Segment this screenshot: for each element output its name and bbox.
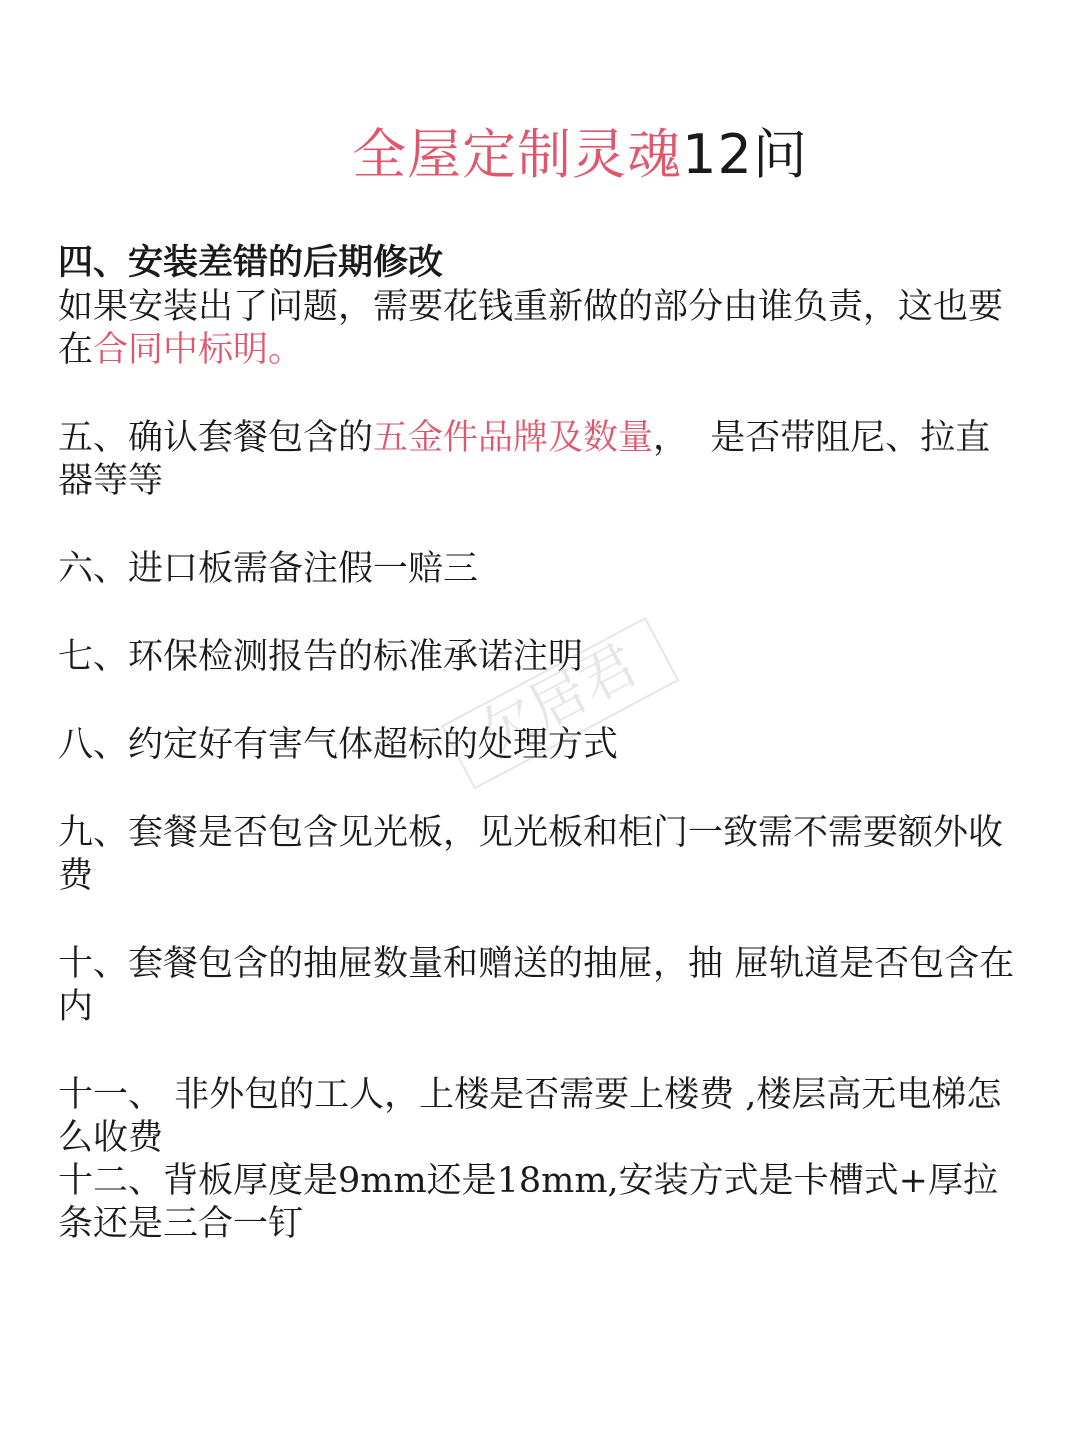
section-6: 六、进口板需备注假一赔三: [58, 549, 479, 589]
watermark-text: 欠居君: [468, 632, 648, 769]
section-12: 十二、背板厚度是9mm还是18mm,安装方式是卡槽式+厚拉条还是三合一钉: [58, 1161, 999, 1244]
article-body: [58, 240, 1018, 1246]
title-count: 12问: [682, 123, 808, 186]
section-5-tail: ， 是否带阻尼、拉直器等等: [58, 418, 991, 501]
section-7: 七、环保检测报告的标准承诺注明: [58, 637, 584, 677]
title-accent: 全屋定制灵魂: [352, 123, 683, 186]
section-4-body: [58, 286, 1018, 372]
section-5-text: 五、确认套餐包含的: [58, 418, 374, 458]
section-4-text: 如果安装出了问题，需要花钱重新做的部分由谁负责，这也要在: [58, 287, 1004, 370]
section-11: 十一、 非外包的工人，上楼是否需要上楼费 ,楼层高无电梯怎么收费: [58, 1075, 1002, 1158]
section-5-highlight: 五金件品牌及数量: [373, 418, 654, 458]
section-4-highlight: 合同中标明。: [93, 330, 304, 370]
section-4-heading: 四、安装差错的后期修改: [58, 243, 444, 283]
section-5: [58, 417, 1018, 503]
page-title: [0, 112, 1080, 189]
section-9: 九、套餐是否包含见光板，见光板和柜门一致需不需要额外收费: [58, 813, 1004, 896]
section-10: 十、套餐包含的抽屉数量和赠送的抽屉，抽 屉轨道是否包含在内: [58, 944, 1015, 1027]
section-8: 八、约定好有害气体超标的处理方式: [58, 725, 619, 765]
